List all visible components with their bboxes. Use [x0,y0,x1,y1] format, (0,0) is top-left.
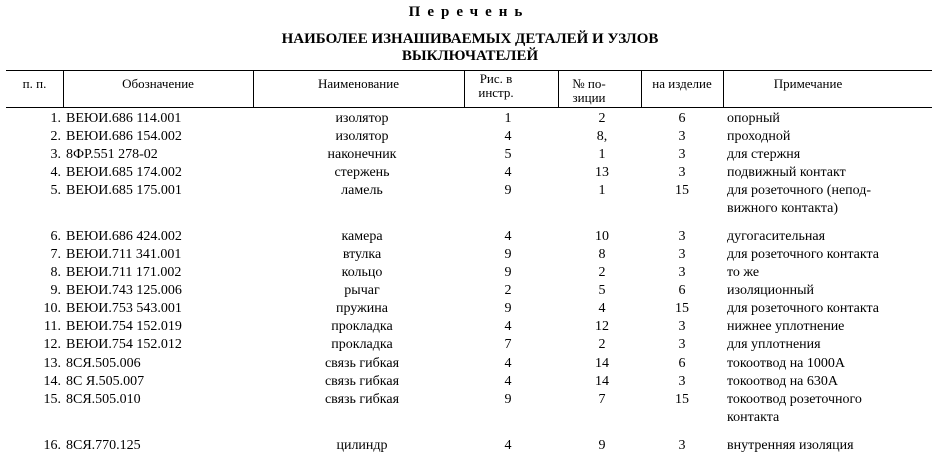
cell-quantity: 15 [675,183,689,198]
cell-note: то же [727,265,760,280]
cell-position: 2 [598,337,606,352]
cell-quantity: 6 [678,111,686,126]
cell-quantity: 15 [675,392,689,407]
cell-code: 8СЯ.505.010 [66,392,141,407]
table-row [0,146,938,164]
cell-quantity: 3 [678,129,686,144]
cell-number: 14. [43,374,61,389]
cell-code: 8СЯ.505.006 [66,356,141,371]
cell-quantity: 3 [678,319,686,334]
cell-note: для розеточного (непод-вижного контакта) [727,183,872,216]
cell-number: 9. [50,283,61,298]
cell-name: прокладка [331,337,393,352]
cell-quantity: 3 [678,229,686,244]
cell-position: 1 [598,183,606,198]
cell-note: для розеточного контакта [727,247,879,262]
cell-figure: 9 [504,301,512,316]
cell-name: стержень [334,165,390,180]
cell-name: ламель [341,183,383,198]
cell-note: токоотвод на 1000А [727,356,846,371]
cell-name: пружина [336,301,388,316]
cell-code: ВЕЮИ.686 154.002 [66,129,182,144]
cell-figure: 4 [504,374,512,389]
header-fig: Рис. в инстр. [478,71,514,100]
table-row [0,282,938,300]
table-row [0,264,938,282]
cell-position: 2 [598,111,606,126]
cell-name: втулка [342,247,382,262]
cell-number: 10. [43,301,61,316]
table-row [0,246,938,264]
cell-note: подвижный контакт [727,165,846,180]
cell-note: опорный [727,111,780,126]
cell-name: связь гибкая [324,374,400,389]
cell-name: изолятор [335,129,389,144]
cell-code: ВЕЮИ.754 152.019 [66,319,182,334]
table-header-border [6,107,932,108]
cell-figure: 4 [504,319,512,334]
cell-quantity: 6 [678,283,686,298]
document-subtitle: НАИБОЛЕЕ ИЗНАШИВАЕМЫХ ДЕТАЛЕЙ И УЗЛОВ ВЫКЛЮЧАТЕЛЕЙ [281,31,659,64]
cell-number: 3. [50,147,61,162]
table-row [0,437,938,455]
cell-figure: 5 [504,147,512,162]
table-row [0,128,938,146]
cell-number: 11. [44,319,61,334]
cell-note: изоляционный [727,283,815,298]
cell-position: 8 [598,247,606,262]
cell-code: ВЕЮИ.711 171.002 [66,265,182,280]
cell-number: 4. [50,165,61,180]
header-pos: № по-зиции [572,76,606,105]
cell-figure: 4 [504,356,512,371]
cell-note: токоотвод на 630А [727,374,839,389]
table-top-border [6,70,932,71]
document-title: Перечень [408,4,530,20]
cell-note: для стержня [727,147,801,162]
table-row [0,182,938,216]
cell-note: для уплотнения [727,337,821,352]
table-row [0,355,938,373]
cell-name: цилиндр [336,438,388,453]
cell-number: 7. [50,247,61,262]
cell-position: 13 [595,165,609,180]
cell-number: 13. [43,356,61,371]
cell-name: связь гибкая [324,392,400,407]
cell-quantity: 3 [678,247,686,262]
cell-code: ВЕЮИ.754 152.012 [66,337,182,352]
cell-code: 8С Я.505.007 [66,374,145,389]
cell-quantity: 3 [678,265,686,280]
cell-figure: 9 [504,247,512,262]
header-name: Наименование [318,76,399,91]
cell-quantity: 15 [675,301,689,316]
column-divider [558,70,559,108]
cell-code: ВЕЮИ.685 174.002 [66,165,182,180]
cell-name: камера [341,229,383,244]
cell-figure: 9 [504,183,512,198]
cell-position: 14 [595,356,609,371]
cell-figure: 1 [504,111,512,126]
table-row [0,300,938,318]
table-row [0,336,938,354]
column-divider [464,70,465,108]
cell-figure: 4 [504,165,512,180]
cell-code: 8СЯ.770.125 [66,438,141,453]
cell-name: наконечник [327,147,397,162]
table-row [0,228,938,246]
cell-note: нижнее уплотнение [727,319,845,334]
cell-position: 10 [595,229,609,244]
cell-figure: 9 [504,392,512,407]
cell-quantity: 3 [678,147,686,162]
cell-number: 1. [50,111,61,126]
cell-code: ВЕЮИ.711 341.001 [66,247,182,262]
cell-note: токоотвод розеточного контакта [727,392,862,425]
cell-name: прокладка [331,319,393,334]
cell-quantity: 3 [678,438,686,453]
cell-number: 15. [43,392,61,407]
table-row [0,391,938,425]
cell-figure: 4 [504,438,512,453]
cell-figure: 4 [504,129,512,144]
cell-number: 16. [43,438,61,453]
cell-quantity: 3 [678,165,686,180]
cell-figure: 9 [504,265,512,280]
cell-number: 5. [50,183,61,198]
header-qty: на изделие [652,76,712,91]
header-num: п. п. [22,76,47,91]
cell-name: рычаг [344,283,380,298]
cell-note: дугогасительная [727,229,826,244]
cell-note: внутренняя изоляция [727,438,854,453]
cell-quantity: 3 [678,374,686,389]
cell-name: изолятор [335,111,389,126]
header-note: Примечание [773,76,843,91]
cell-position: 2 [598,265,606,280]
cell-code: ВЕЮИ.686 114.001 [66,111,182,126]
cell-figure: 2 [504,283,512,298]
table-row [0,318,938,336]
cell-code: ВЕЮИ.685 175.001 [66,183,182,198]
cell-number: 2. [50,129,61,144]
cell-code: ВЕЮИ.743 125.006 [66,283,182,298]
cell-position: 7 [598,392,606,407]
cell-position: 4 [598,301,606,316]
cell-position: 1 [598,147,606,162]
cell-number: 6. [50,229,61,244]
cell-code: ВЕЮИ.753 543.001 [66,301,182,316]
table-row [0,373,938,391]
cell-figure: 4 [504,229,512,244]
cell-name: кольцо [341,265,383,280]
cell-number: 8. [50,265,61,280]
cell-note: проходной [727,129,791,144]
cell-number: 12. [43,337,61,352]
cell-position: 8, [596,129,608,144]
cell-position: 5 [598,283,606,298]
cell-figure: 7 [504,337,512,352]
cell-position: 9 [598,438,606,453]
cell-name: связь гибкая [324,356,400,371]
cell-code: ВЕЮИ.686 424.002 [66,229,182,244]
cell-quantity: 6 [678,356,686,371]
cell-position: 12 [595,319,609,334]
cell-code: 8ФР.551 278-02 [66,147,158,162]
table-row [0,164,938,182]
header-code: Обозначение [122,76,194,91]
cell-position: 14 [595,374,609,389]
cell-quantity: 3 [678,337,686,352]
table-row [0,110,938,128]
cell-note: для розеточного контакта [727,301,879,316]
